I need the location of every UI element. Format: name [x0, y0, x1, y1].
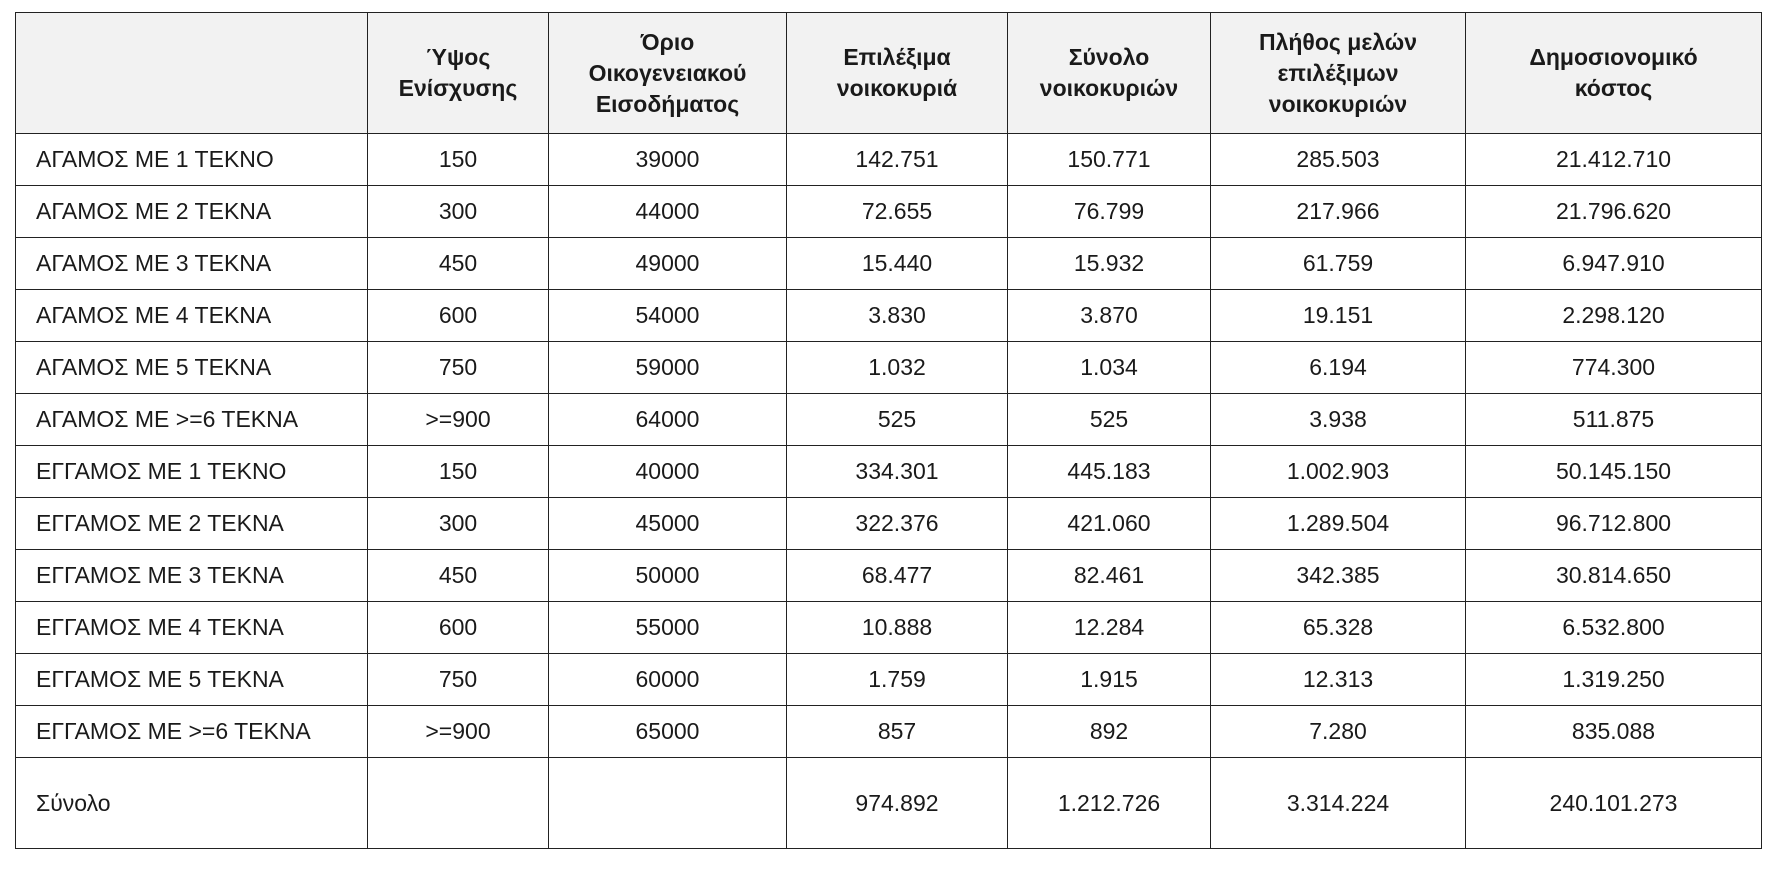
total-label: Σύνολο [16, 758, 368, 849]
table-row [16, 290, 1762, 342]
row-category: ΕΓΓΑΜΟΣ ΜΕ 5 ΤΕΚΝΑ [16, 654, 368, 706]
eligible-households-cell: 72.655 [787, 186, 1008, 238]
header-eligible-members: Πλήθος μελών επιλέξιμων νοικοκυριών [1211, 13, 1466, 134]
row-category: ΑΓΑΜΟΣ ΜΕ >=6 ΤΕΚΝΑ [16, 394, 368, 446]
header-benefit-amount: Ύψος Ενίσχυσης [368, 13, 549, 134]
total-households-cell: 445.183 [1008, 446, 1211, 498]
total-households-cell: 525 [1008, 394, 1211, 446]
eligible-members-cell: 285.503 [1211, 134, 1466, 186]
income-limit-cell: 65000 [549, 706, 787, 758]
row-category: ΕΓΓΑΜΟΣ ΜΕ 1 ΤΕΚΝΟ [16, 446, 368, 498]
total-households-cell: 1.212.726 [1008, 758, 1211, 849]
eligible-members-cell: 7.280 [1211, 706, 1466, 758]
eligible-households-cell: 322.376 [787, 498, 1008, 550]
total-households-cell: 12.284 [1008, 602, 1211, 654]
table-row [16, 550, 1762, 602]
row-category: ΑΓΑΜΟΣ ΜΕ 1 ΤΕΚΝΟ [16, 134, 368, 186]
row-category: ΑΓΑΜΟΣ ΜΕ 5 ΤΕΚΝΑ [16, 342, 368, 394]
income-limit-cell: 60000 [549, 654, 787, 706]
eligible-households-cell: 334.301 [787, 446, 1008, 498]
eligible-members-cell: 342.385 [1211, 550, 1466, 602]
benefit-amount-cell: 450 [368, 238, 549, 290]
income-limit-cell: 44000 [549, 186, 787, 238]
income-limit-cell: 49000 [549, 238, 787, 290]
eligible-households-cell: 525 [787, 394, 1008, 446]
table-row [16, 498, 1762, 550]
benefit-amount-cell: 600 [368, 290, 549, 342]
income-limit-cell: 54000 [549, 290, 787, 342]
row-category: ΑΓΑΜΟΣ ΜΕ 3 ΤΕΚΝΑ [16, 238, 368, 290]
benefit-table-container [15, 12, 1761, 849]
row-category: ΕΓΓΑΜΟΣ ΜΕ >=6 ΤΕΚΝΑ [16, 706, 368, 758]
row-category: ΑΓΑΜΟΣ ΜΕ 4 ΤΕΚΝΑ [16, 290, 368, 342]
eligible-members-cell: 61.759 [1211, 238, 1466, 290]
total-eligible-households-cell: 974.892 [787, 758, 1008, 849]
total-row [16, 758, 1762, 849]
eligible-households-cell: 10.888 [787, 602, 1008, 654]
eligible-households-cell: 15.440 [787, 238, 1008, 290]
income-limit-cell: 40000 [549, 446, 787, 498]
header-row [16, 13, 1762, 134]
header-income-limit: Όριο Οικογενειακού Εισοδήματος [549, 13, 787, 134]
eligible-members-cell: 6.194 [1211, 342, 1466, 394]
table-row [16, 186, 1762, 238]
total-households-cell: 421.060 [1008, 498, 1211, 550]
fiscal-cost-cell: 21.796.620 [1466, 186, 1762, 238]
fiscal-cost-cell: 30.814.650 [1466, 550, 1762, 602]
benefit-amount-cell: >=900 [368, 394, 549, 446]
benefit-amount-cell: 300 [368, 186, 549, 238]
fiscal-cost-cell: 50.145.150 [1466, 446, 1762, 498]
header-eligible-households: Επιλέξιμα νοικοκυριά [787, 13, 1008, 134]
benefit-amount-cell: 750 [368, 654, 549, 706]
row-category: ΑΓΑΜΟΣ ΜΕ 2 ΤΕΚΝΑ [16, 186, 368, 238]
table-row [16, 342, 1762, 394]
total-eligible-members-cell: 3.314.224 [1211, 758, 1466, 849]
eligible-members-cell: 19.151 [1211, 290, 1466, 342]
eligible-members-cell: 3.938 [1211, 394, 1466, 446]
total-households-cell: 1.034 [1008, 342, 1211, 394]
income-limit-cell: 50000 [549, 550, 787, 602]
eligible-households-cell: 142.751 [787, 134, 1008, 186]
table-row [16, 394, 1762, 446]
fiscal-cost-cell: 21.412.710 [1466, 134, 1762, 186]
eligible-households-cell: 1.032 [787, 342, 1008, 394]
total-households-cell: 76.799 [1008, 186, 1211, 238]
income-limit-cell: 59000 [549, 342, 787, 394]
table-row [16, 238, 1762, 290]
income-limit-cell: 64000 [549, 394, 787, 446]
fiscal-cost-cell: 835.088 [1466, 706, 1762, 758]
eligible-households-cell: 68.477 [787, 550, 1008, 602]
income-limit-cell: 39000 [549, 134, 787, 186]
total-households-cell: 3.870 [1008, 290, 1211, 342]
fiscal-cost-cell: 1.319.250 [1466, 654, 1762, 706]
header-total-households: Σύνολο νοικοκυριών [1008, 13, 1211, 134]
total-households-cell: 892 [1008, 706, 1211, 758]
table-row [16, 654, 1762, 706]
fiscal-cost-cell: 6.532.800 [1466, 602, 1762, 654]
benefit-amount-cell: 150 [368, 446, 549, 498]
table-row [16, 134, 1762, 186]
eligible-households-cell: 857 [787, 706, 1008, 758]
eligible-members-cell: 12.313 [1211, 654, 1466, 706]
benefit-amount-cell: 300 [368, 498, 549, 550]
benefit-amount-cell: 750 [368, 342, 549, 394]
eligible-members-cell: 1.289.504 [1211, 498, 1466, 550]
income-limit-cell: 45000 [549, 498, 787, 550]
fiscal-cost-cell: 96.712.800 [1466, 498, 1762, 550]
row-category: ΕΓΓΑΜΟΣ ΜΕ 2 ΤΕΚΝΑ [16, 498, 368, 550]
benefit-amount-cell: 150 [368, 134, 549, 186]
table-row [16, 446, 1762, 498]
total-households-cell: 15.932 [1008, 238, 1211, 290]
income-limit-cell: 55000 [549, 602, 787, 654]
fiscal-cost-cell: 2.298.120 [1466, 290, 1762, 342]
eligible-households-cell: 3.830 [787, 290, 1008, 342]
fiscal-cost-cell: 6.947.910 [1466, 238, 1762, 290]
benefit-amount-cell: 600 [368, 602, 549, 654]
benefit-amount-cell: >=900 [368, 706, 549, 758]
eligible-members-cell: 65.328 [1211, 602, 1466, 654]
total-income-limit-cell [549, 758, 787, 849]
eligible-members-cell: 217.966 [1211, 186, 1466, 238]
fiscal-cost-cell: 511.875 [1466, 394, 1762, 446]
total-fiscal-cost-cell: 240.101.273 [1466, 758, 1762, 849]
fiscal-cost-cell: 774.300 [1466, 342, 1762, 394]
header-fiscal-cost: Δημοσιονομικό κόστος [1466, 13, 1762, 134]
total-benefit-amount-cell [368, 758, 549, 849]
benefit-amount-cell: 450 [368, 550, 549, 602]
header-category [16, 13, 368, 134]
eligible-households-cell: 1.759 [787, 654, 1008, 706]
table-row [16, 602, 1762, 654]
total-households-cell: 82.461 [1008, 550, 1211, 602]
row-category: ΕΓΓΑΜΟΣ ΜΕ 3 ΤΕΚΝΑ [16, 550, 368, 602]
eligible-members-cell: 1.002.903 [1211, 446, 1466, 498]
total-households-cell: 150.771 [1008, 134, 1211, 186]
table-row [16, 706, 1762, 758]
total-households-cell: 1.915 [1008, 654, 1211, 706]
row-category: ΕΓΓΑΜΟΣ ΜΕ 4 ΤΕΚΝΑ [16, 602, 368, 654]
benefit-table [15, 12, 1762, 849]
